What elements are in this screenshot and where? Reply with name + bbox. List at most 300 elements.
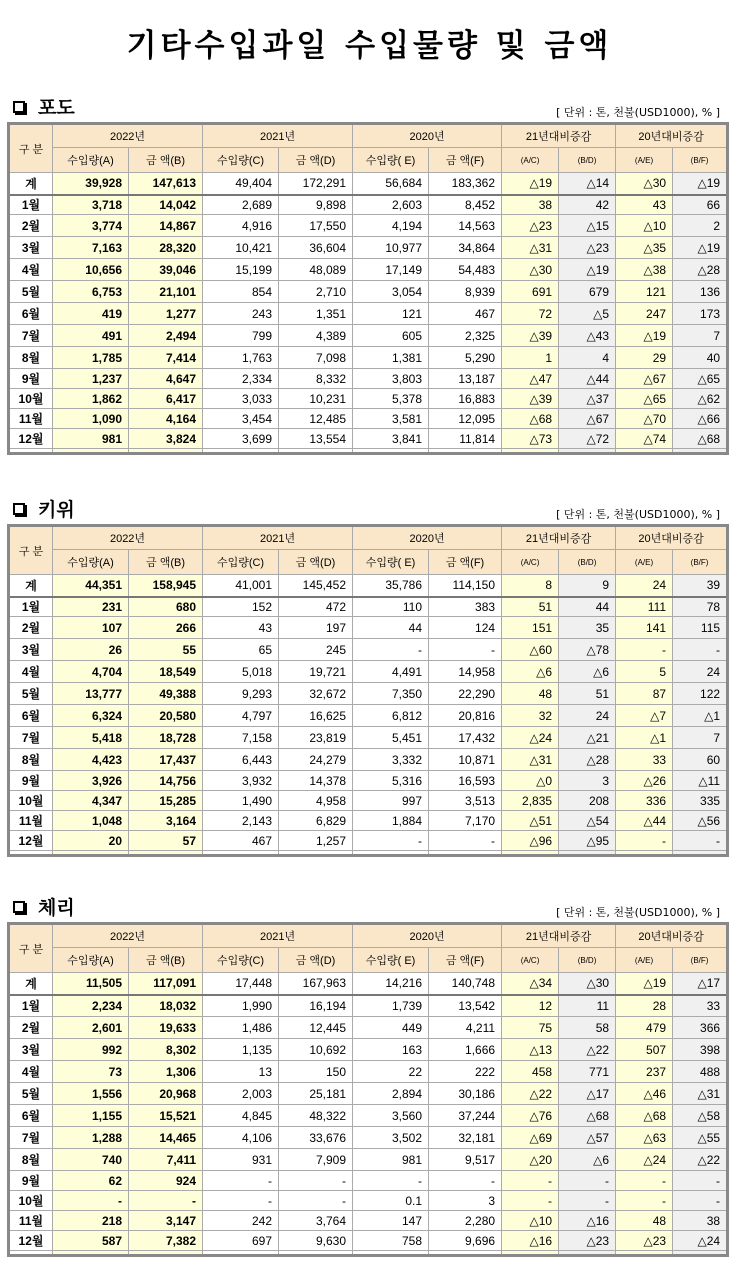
table-cell: 14,465 xyxy=(129,1127,203,1149)
table-cell: 10,656 xyxy=(53,259,129,281)
table-cell: △6 xyxy=(559,661,616,683)
table-cell: 2,494 xyxy=(129,325,203,347)
table-cell: 8,332 xyxy=(279,369,353,389)
section-name: 체리 xyxy=(38,897,75,919)
table-cell: △1 xyxy=(673,705,728,727)
column-header: (A/C) xyxy=(502,148,559,173)
table-cell: 35 xyxy=(559,617,616,639)
column-header: 수입량( E) xyxy=(353,148,429,173)
table-cell: 56,684 xyxy=(353,173,429,195)
table-cell: 14,867 xyxy=(129,215,203,237)
column-header: 수입량(C) xyxy=(203,148,279,173)
table-row xyxy=(9,237,728,259)
table-cell: △65 xyxy=(616,389,673,409)
group-header: 구 분 xyxy=(9,124,53,173)
table-cell: △22 xyxy=(502,1083,559,1105)
table-cell: △35 xyxy=(616,237,673,259)
table-cell: 141 xyxy=(616,617,673,639)
table-cell: 65 xyxy=(203,639,279,661)
year-header: 21년대비증감 xyxy=(502,526,616,550)
table-cell: 17,448 xyxy=(203,973,279,995)
row-label: 7월 xyxy=(9,325,53,347)
table-cell: 44 xyxy=(559,597,616,617)
table-cell: 48,089 xyxy=(279,259,353,281)
table-cell: 4,797 xyxy=(203,705,279,727)
table-cell: 9 xyxy=(559,575,616,597)
table-cell: 34,864 xyxy=(429,237,502,259)
table-cell: 1,135 xyxy=(203,1039,279,1061)
table-cell: △0 xyxy=(502,771,559,791)
table-cell: △65 xyxy=(673,369,728,389)
table-cell: 7,163 xyxy=(53,237,129,259)
table-cell: △10 xyxy=(502,1211,559,1231)
year-header: 2022년 xyxy=(53,924,203,948)
table-cell: △19 xyxy=(559,259,616,281)
table-cell: 60 xyxy=(673,749,728,771)
row-label: 10월 xyxy=(9,791,53,811)
table-cell: - xyxy=(353,1171,429,1191)
table-cell: 38 xyxy=(502,195,559,215)
section-header xyxy=(7,97,726,122)
table-cell: 491 xyxy=(53,325,129,347)
table-cell: 16,625 xyxy=(279,705,353,727)
table-cell: 5,451 xyxy=(353,727,429,749)
row-label: 9월 xyxy=(9,369,53,389)
table-cell: 115 xyxy=(673,617,728,639)
table-cell: △20 xyxy=(502,1149,559,1171)
table-cell: 33,676 xyxy=(279,1127,353,1149)
table-cell: - xyxy=(129,1191,203,1211)
table-row xyxy=(9,1017,728,1039)
row-label: 2월 xyxy=(9,1017,53,1039)
table-cell: 679 xyxy=(559,281,616,303)
year-header: 21년대비증감 xyxy=(502,124,616,148)
column-header: (A/E) xyxy=(616,148,673,173)
section-name: 키위 xyxy=(38,499,75,521)
table-cell: 8,939 xyxy=(429,281,502,303)
table-cell: 17,437 xyxy=(129,749,203,771)
table-cell: 10,977 xyxy=(353,237,429,259)
table-row xyxy=(9,1231,728,1251)
table-cell: 2 xyxy=(673,215,728,237)
row-label: 6월 xyxy=(9,1105,53,1127)
table-row xyxy=(9,727,728,749)
table-cell: 479 xyxy=(616,1017,673,1039)
table-cell: 33 xyxy=(616,749,673,771)
table-row xyxy=(9,749,728,771)
table-cell: △96 xyxy=(502,831,559,851)
table-cell: 5,018 xyxy=(203,661,279,683)
table-cell: 43 xyxy=(616,195,673,215)
table-cell: 3,054 xyxy=(353,281,429,303)
table-cell: 222 xyxy=(429,1061,502,1083)
table-cell: 11,505 xyxy=(53,973,129,995)
column-header: 수입량( E) xyxy=(353,550,429,575)
table-cell: 8 xyxy=(502,575,559,597)
table-cell: 1,556 xyxy=(53,1083,129,1105)
table-cell: △26 xyxy=(616,771,673,791)
table-cell: 49,388 xyxy=(129,683,203,705)
table-cell: △24 xyxy=(502,727,559,749)
table-cell: 140,748 xyxy=(429,973,502,995)
table-cell: 507 xyxy=(616,1039,673,1061)
row-label: 4월 xyxy=(9,259,53,281)
table-cell: 75 xyxy=(502,1017,559,1039)
table-cell: 419 xyxy=(53,303,129,325)
table-cell: △30 xyxy=(559,973,616,995)
table-cell: 13 xyxy=(203,1061,279,1083)
table-cell: 2,710 xyxy=(279,281,353,303)
table-row xyxy=(9,369,728,389)
table-cell: 6,443 xyxy=(203,749,279,771)
table-cell: 147 xyxy=(353,1211,429,1231)
table-cell: 605 xyxy=(353,325,429,347)
column-header: 금 액(D) xyxy=(279,148,353,173)
column-header: 수입량(C) xyxy=(203,550,279,575)
table-cell: 4,194 xyxy=(353,215,429,237)
table-cell: 16,883 xyxy=(429,389,502,409)
table-row xyxy=(9,705,728,727)
table-cell: 117,091 xyxy=(129,973,203,995)
table-row xyxy=(9,683,728,705)
row-label: 5월 xyxy=(9,683,53,705)
year-header: 21년대비증감 xyxy=(502,924,616,948)
table-cell: 7,350 xyxy=(353,683,429,705)
section-title xyxy=(9,495,75,522)
table-cell: 14,378 xyxy=(279,771,353,791)
table-cell: 1,990 xyxy=(203,995,279,1017)
table-cell: 7 xyxy=(673,727,728,749)
table-cell: 22 xyxy=(353,1061,429,1083)
table-cell: 4,211 xyxy=(429,1017,502,1039)
table-row xyxy=(9,973,728,995)
table-cell: △34 xyxy=(502,973,559,995)
table-cell: 21,101 xyxy=(129,281,203,303)
table-cell: 2,689 xyxy=(203,195,279,215)
section-table xyxy=(7,499,726,857)
table-cell: 39,928 xyxy=(53,173,129,195)
table-cell: 41,001 xyxy=(203,575,279,597)
table-cell: △44 xyxy=(559,369,616,389)
table-cell: △54 xyxy=(559,811,616,831)
table-cell: - xyxy=(559,1191,616,1211)
column-header: 수입량( E) xyxy=(353,948,429,973)
table-cell: 107 xyxy=(53,617,129,639)
table-cell: △76 xyxy=(502,1105,559,1127)
row-label: 계 xyxy=(9,973,53,995)
table-cell: 1,666 xyxy=(429,1039,502,1061)
table-cell: △47 xyxy=(502,369,559,389)
table-cell: 8,302 xyxy=(129,1039,203,1061)
table-cell: 32 xyxy=(502,705,559,727)
table-cell: △23 xyxy=(616,1231,673,1251)
row-label: 12월 xyxy=(9,831,53,851)
table-cell: 472 xyxy=(279,597,353,617)
table-row xyxy=(9,429,728,449)
table-cell: △72 xyxy=(559,429,616,449)
table-cell: - xyxy=(616,1171,673,1191)
table-cell: 15,285 xyxy=(129,791,203,811)
table-cell: △66 xyxy=(673,409,728,429)
section-table xyxy=(7,897,726,1257)
table-cell: △19 xyxy=(673,237,728,259)
table-cell: 32,181 xyxy=(429,1127,502,1149)
table-cell: 43 xyxy=(203,617,279,639)
table-cell: 1,381 xyxy=(353,347,429,369)
table-cell: 57 xyxy=(129,831,203,851)
row-label: 10월 xyxy=(9,1191,53,1211)
table-cell: 40 xyxy=(673,347,728,369)
table-cell: 24 xyxy=(673,661,728,683)
table-cell: 17,432 xyxy=(429,727,502,749)
table-cell: 12,485 xyxy=(279,409,353,429)
table-cell: 208 xyxy=(559,791,616,811)
table-cell: 7,909 xyxy=(279,1149,353,1171)
table-cell: 39,046 xyxy=(129,259,203,281)
table-cell: 1,763 xyxy=(203,347,279,369)
table-cell: 4,958 xyxy=(279,791,353,811)
column-header: (A/C) xyxy=(502,948,559,973)
table-cell: 124 xyxy=(429,617,502,639)
table-cell: 1,048 xyxy=(53,811,129,831)
table-row xyxy=(9,1039,728,1061)
table-row xyxy=(9,811,728,831)
table-cell: 73 xyxy=(53,1061,129,1083)
table-cell: 122 xyxy=(673,683,728,705)
table-cell: △23 xyxy=(559,237,616,259)
table-cell: 110 xyxy=(353,597,429,617)
table-cell: 3,764 xyxy=(279,1211,353,1231)
year-header: 2021년 xyxy=(203,924,353,948)
table-cell: 14,756 xyxy=(129,771,203,791)
table-cell: △37 xyxy=(559,389,616,409)
table-row xyxy=(9,1171,728,1191)
table-cell: △30 xyxy=(616,173,673,195)
table-row xyxy=(9,831,728,851)
table-cell: 1,739 xyxy=(353,995,429,1017)
table-cell: 3 xyxy=(429,1191,502,1211)
table-cell: 7,414 xyxy=(129,347,203,369)
table-cell: 981 xyxy=(353,1149,429,1171)
table-cell: 383 xyxy=(429,597,502,617)
table-cell: 697 xyxy=(203,1231,279,1251)
table-row xyxy=(9,597,728,617)
table-cell: 1,237 xyxy=(53,369,129,389)
table-cell: △24 xyxy=(616,1149,673,1171)
table-cell: 1,785 xyxy=(53,347,129,369)
table-cell: 42 xyxy=(559,195,616,215)
table-cell: 1,351 xyxy=(279,303,353,325)
table-cell: - xyxy=(616,1191,673,1211)
row-label: 7월 xyxy=(9,727,53,749)
table-cell: - xyxy=(673,1171,728,1191)
table-cell: △69 xyxy=(502,1127,559,1149)
table-cell: 3,513 xyxy=(429,791,502,811)
table-cell: 163 xyxy=(353,1039,429,1061)
table-cell: △28 xyxy=(559,749,616,771)
table-cell: 5,290 xyxy=(429,347,502,369)
row-label: 6월 xyxy=(9,705,53,727)
table-cell: 197 xyxy=(279,617,353,639)
table-cell: 2,325 xyxy=(429,325,502,347)
table-cell: 336 xyxy=(616,791,673,811)
table-cell: 2,334 xyxy=(203,369,279,389)
column-header: 금 액(F) xyxy=(429,948,502,973)
column-header: 금 액(F) xyxy=(429,148,502,173)
table-cell: 237 xyxy=(616,1061,673,1083)
table-cell: 14,042 xyxy=(129,195,203,215)
column-header: (B/F) xyxy=(673,948,728,973)
table-cell: △67 xyxy=(559,409,616,429)
table-cell: 9,517 xyxy=(429,1149,502,1171)
data-table xyxy=(7,122,729,455)
table-cell: 2,003 xyxy=(203,1083,279,1105)
table-cell: 3,332 xyxy=(353,749,429,771)
table-cell: 10,692 xyxy=(279,1039,353,1061)
table-cell: 3,454 xyxy=(203,409,279,429)
table-cell: 24 xyxy=(559,705,616,727)
table-cell: 449 xyxy=(353,1017,429,1039)
table-row xyxy=(9,1127,728,1149)
table-cell: 38 xyxy=(673,1211,728,1231)
table-cell: 1,862 xyxy=(53,389,129,409)
table-cell: 44,351 xyxy=(53,575,129,597)
table-cell: △30 xyxy=(502,259,559,281)
column-header: 금 액(D) xyxy=(279,948,353,973)
table-cell: 7,170 xyxy=(429,811,502,831)
table-cell: - xyxy=(673,1191,728,1211)
table-cell: 3,824 xyxy=(129,429,203,449)
table-cell: 3,803 xyxy=(353,369,429,389)
table-cell: 48 xyxy=(502,683,559,705)
table-cell: - xyxy=(279,1171,353,1191)
table-cell: △24 xyxy=(673,1231,728,1251)
table-cell: △46 xyxy=(616,1083,673,1105)
table-cell: 366 xyxy=(673,1017,728,1039)
table-cell: 1,277 xyxy=(129,303,203,325)
unit-note: [ 단위 : 톤, 천불(USD1000), % ] xyxy=(556,906,720,919)
table-cell: 247 xyxy=(616,303,673,325)
table-cell: - xyxy=(559,1171,616,1191)
row-label: 3월 xyxy=(9,1039,53,1061)
table-cell: 6,829 xyxy=(279,811,353,831)
section-name: 포도 xyxy=(38,97,75,119)
row-label: 계 xyxy=(9,173,53,195)
table-cell: 18,549 xyxy=(129,661,203,683)
section-header xyxy=(7,499,726,524)
table-cell: 4,704 xyxy=(53,661,129,683)
row-label: 5월 xyxy=(9,281,53,303)
table-cell: - xyxy=(203,1171,279,1191)
table-cell: 150 xyxy=(279,1061,353,1083)
row-label: 8월 xyxy=(9,1149,53,1171)
table-cell: 7,158 xyxy=(203,727,279,749)
table-cell: 231 xyxy=(53,597,129,617)
column-header: (B/D) xyxy=(559,948,616,973)
table-cell: 20,968 xyxy=(129,1083,203,1105)
table-cell: 7,382 xyxy=(129,1231,203,1251)
table-cell: 10,871 xyxy=(429,749,502,771)
table-cell: 20,816 xyxy=(429,705,502,727)
table-cell: - xyxy=(279,1191,353,1211)
year-header: 20년대비증감 xyxy=(616,526,728,550)
unit-note: [ 단위 : 톤, 천불(USD1000), % ] xyxy=(556,106,720,119)
year-header: 2020년 xyxy=(353,526,502,550)
table-cell: △43 xyxy=(559,325,616,347)
table-cell: 680 xyxy=(129,597,203,617)
table-cell: 981 xyxy=(53,429,129,449)
unit-note: [ 단위 : 톤, 천불(USD1000), % ] xyxy=(556,508,720,521)
table-cell: 14,958 xyxy=(429,661,502,683)
table-cell: 242 xyxy=(203,1211,279,1231)
table-cell: 9,630 xyxy=(279,1231,353,1251)
table-cell: 924 xyxy=(129,1171,203,1191)
table-cell: 799 xyxy=(203,325,279,347)
table-cell: - xyxy=(502,1171,559,1191)
table-cell: 20 xyxy=(53,831,129,851)
row-label: 7월 xyxy=(9,1127,53,1149)
table-cell: 11 xyxy=(559,995,616,1017)
table-cell: 4,845 xyxy=(203,1105,279,1127)
section-table xyxy=(7,97,726,455)
table-cell: △73 xyxy=(502,429,559,449)
table-row xyxy=(9,1083,728,1105)
table-cell: - xyxy=(673,831,728,851)
column-header: 수입량(A) xyxy=(53,948,129,973)
table-row xyxy=(9,173,728,195)
table-cell: 18,728 xyxy=(129,727,203,749)
table-row xyxy=(9,1105,728,1127)
table-cell: △15 xyxy=(559,215,616,237)
table-cell: 6,324 xyxy=(53,705,129,727)
table-cell: △63 xyxy=(616,1127,673,1149)
row-label: 3월 xyxy=(9,237,53,259)
table-cell: △19 xyxy=(502,173,559,195)
table-cell: 4 xyxy=(559,347,616,369)
year-header: 20년대비증감 xyxy=(616,924,728,948)
table-cell: 5,418 xyxy=(53,727,129,749)
table-cell: 10,421 xyxy=(203,237,279,259)
table-cell: 114,150 xyxy=(429,575,502,597)
table-cell: 87 xyxy=(616,683,673,705)
table-cell: 147,613 xyxy=(129,173,203,195)
table-cell: 30,186 xyxy=(429,1083,502,1105)
group-header: 구 분 xyxy=(9,526,53,575)
table-cell: 3,164 xyxy=(129,811,203,831)
table-cell: 19,721 xyxy=(279,661,353,683)
table-cell: 488 xyxy=(673,1061,728,1083)
table-cell: 29 xyxy=(616,347,673,369)
row-label: 1월 xyxy=(9,597,53,617)
table-row xyxy=(9,409,728,429)
table-cell: △39 xyxy=(502,325,559,347)
column-header: (A/E) xyxy=(616,550,673,575)
row-label: 8월 xyxy=(9,749,53,771)
table-cell: 28 xyxy=(616,995,673,1017)
table-cell: 66 xyxy=(673,195,728,215)
table-cell: △23 xyxy=(502,215,559,237)
table-cell: 2,603 xyxy=(353,195,429,215)
table-cell: 32,672 xyxy=(279,683,353,705)
table-cell: 20,580 xyxy=(129,705,203,727)
table-cell: △58 xyxy=(673,1105,728,1127)
table-cell: △68 xyxy=(673,429,728,449)
column-header: (A/C) xyxy=(502,550,559,575)
table-cell: 24 xyxy=(616,575,673,597)
row-label: 10월 xyxy=(9,389,53,409)
table-row xyxy=(9,791,728,811)
column-header: (B/F) xyxy=(673,148,728,173)
